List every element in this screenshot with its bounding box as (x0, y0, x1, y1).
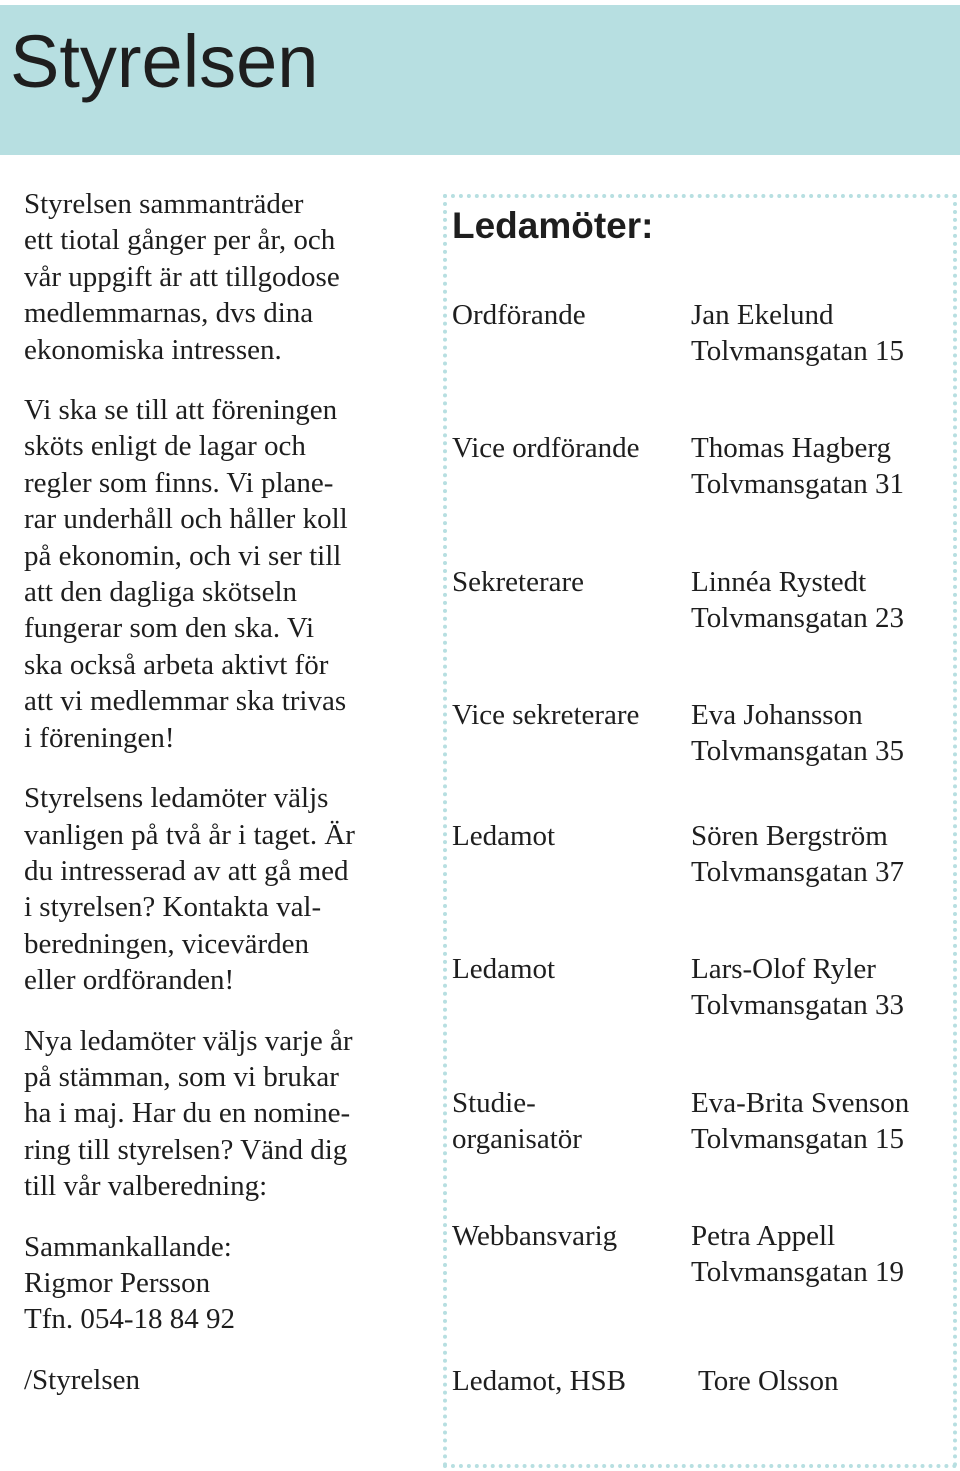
members-title: Ledamöter: (452, 205, 654, 246)
header-banner (0, 5, 960, 155)
member-contact (691, 951, 951, 1024)
member-role: Ledamot, HSB (452, 1365, 626, 1397)
member-address: Tolvmansgatan 15 (691, 1123, 905, 1156)
member-role: Webbansvarig (452, 1220, 618, 1252)
member-address: Tolvmansgatan 35 (691, 735, 905, 768)
member-contact (691, 297, 951, 370)
member-name: Lars-Olof Ryler (691, 953, 876, 985)
member-role: Vice sekreterare (452, 699, 640, 731)
page-title: Styrelsen (10, 20, 319, 103)
member-name: Petra Appell (691, 1220, 836, 1252)
member-address: Tolvmansgatan 23 (691, 602, 905, 635)
signature: /Styrelsen (24, 1363, 140, 1396)
member-name: Eva Johansson (691, 699, 863, 731)
member-name: Linnéa Rystedt (691, 566, 867, 598)
member-role: Vice ordförande (452, 432, 640, 464)
member-role: Studie- organisatör (452, 1087, 582, 1156)
member-contact (691, 564, 951, 637)
member-name: Thomas Hagberg (691, 432, 891, 464)
member-name: Jan Ekelund (691, 299, 834, 331)
member-name: Sören Bergström (691, 820, 888, 852)
member-address: Tolvmansgatan 31 (691, 468, 905, 501)
member-address: Tolvmansgatan 15 (691, 335, 905, 368)
intro-paragraph: Styrelsens ledamöter väljs vanligen på två år i taget. Är du intresserad av att gå med i styrelsen? Kontakta val- beredningen, vicevärden eller ordföranden! (24, 782, 355, 997)
member-role: Ordförande (452, 299, 586, 331)
member-name: Eva-Brita Svenson (691, 1087, 910, 1119)
intro-column (24, 186, 424, 1422)
member-contact (691, 818, 951, 891)
member-role: Sekreterare (452, 566, 585, 598)
intro-paragraph: Vi ska se till att föreningen sköts enligt de lagar och regler som finns. Vi plane- rar underhåll och håller koll på ekonomin, och vi ser till att den dagliga skötseln fungerar som den ska. Vi ska också arbeta aktivt för att vi medlemmar ska trivas i föreningen! (24, 394, 348, 754)
member-contact (691, 430, 951, 503)
member-contact (691, 697, 951, 770)
intro-paragraph: Styrelsen sammanträder ett tiotal gånger per år, och vår uppgift är att tillgodose medlemmarnas, dvs dina ekonomiska intressen. (24, 188, 340, 366)
member-address: Tolvmansgatan 33 (691, 989, 905, 1022)
member-role: Ledamot (452, 953, 556, 985)
contact-paragraph: Sammankallande: Rigmor Persson Tfn. 054-18 84 92 (24, 1230, 236, 1336)
member-address: Tolvmansgatan 37 (691, 856, 905, 889)
member-role: Ledamot (452, 820, 556, 852)
member-contact (691, 1218, 951, 1291)
member-name: Tore Olsson (698, 1365, 839, 1397)
member-contact (698, 1363, 958, 1399)
member-contact (691, 1085, 951, 1158)
member-address: Tolvmansgatan 19 (691, 1256, 905, 1289)
intro-paragraph: Nya ledamöter väljs varje år på stämman, som vi brukar ha i maj. Har du en nomine- ring till styrelsen? Vänd dig till vår valberedning: (24, 1024, 353, 1203)
